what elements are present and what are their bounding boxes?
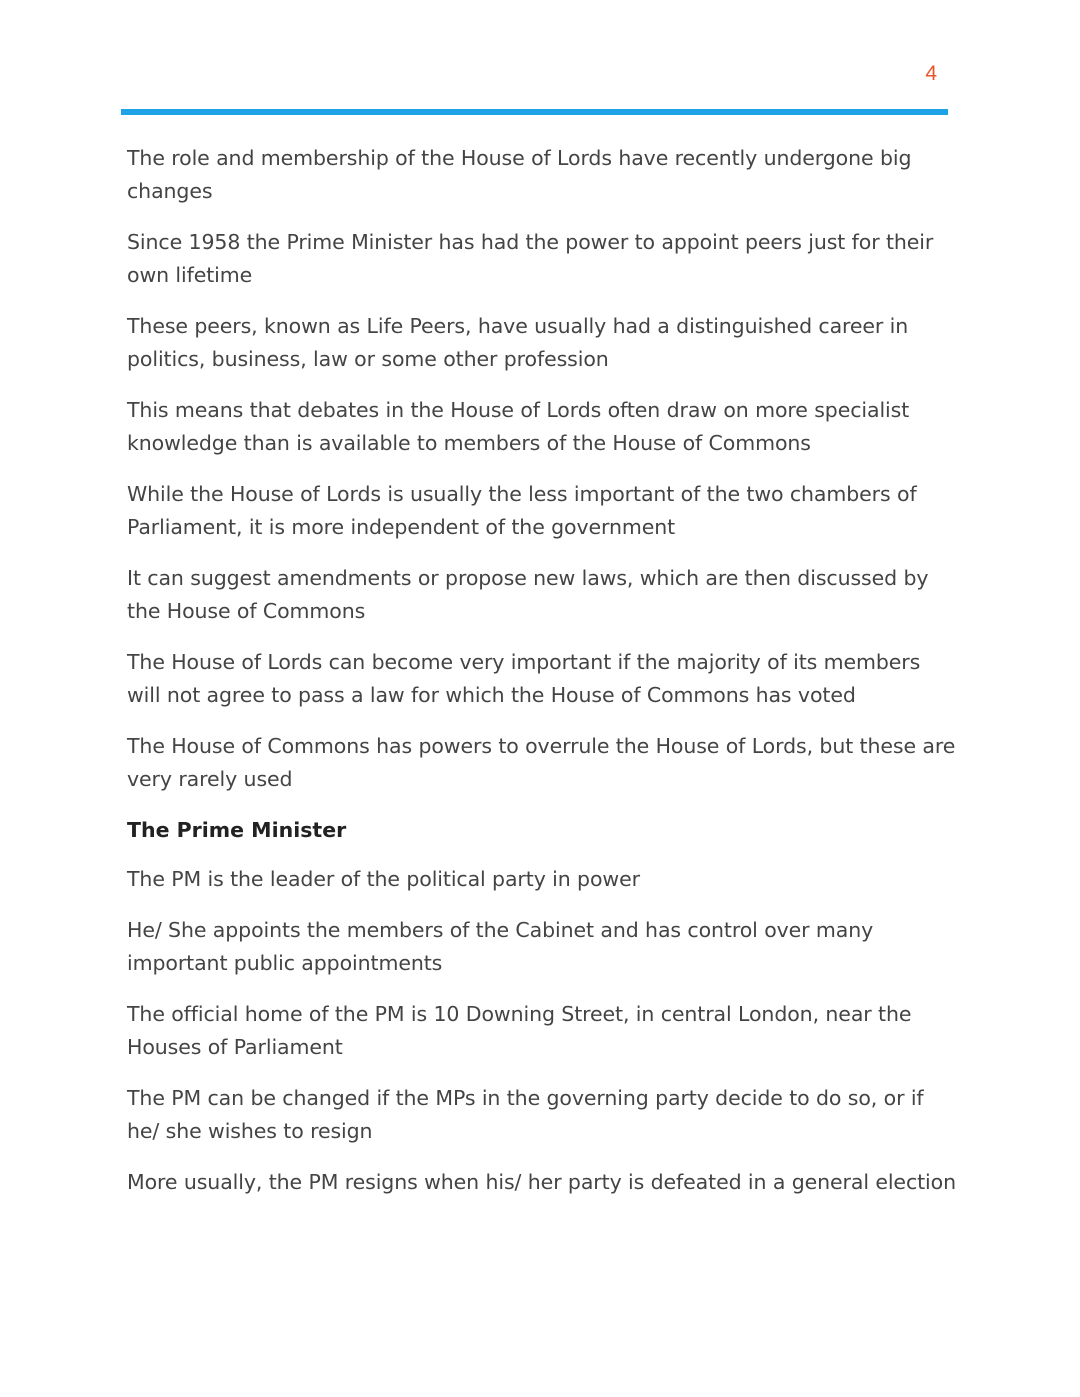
document-body bbox=[127, 142, 957, 1217]
paragraph: The PM can be changed if the MPs in the governing party decide to do so, or if he/ she wishes to resign bbox=[127, 1086, 924, 1143]
paragraph: This means that debates in the House of Lords often draw on more specialist knowledge than is available to members of the House of Commons bbox=[127, 398, 910, 455]
paragraph: Since 1958 the Prime Minister has had the power to appoint peers just for their own lifetime bbox=[127, 230, 934, 287]
paragraph: The official home of the PM is 10 Downing Street, in central London, near the Houses of Parliament bbox=[127, 1002, 912, 1059]
paragraph: He/ She appoints the members of the Cabinet and has control over many important public appointments bbox=[127, 918, 874, 975]
page-number: 4 bbox=[925, 62, 937, 85]
paragraph: More usually, the PM resigns when his/ her party is defeated in a general election bbox=[127, 1170, 956, 1194]
paragraph: While the House of Lords is usually the less important of the two chambers of Parliament, it is more independent of the government bbox=[127, 482, 917, 539]
paragraph: The House of Lords can become very important if the majority of its members will not agree to pass a law for which the House of Commons has voted bbox=[127, 650, 921, 707]
paragraph: The House of Commons has powers to overrule the House of Lords, but these are very rarely used bbox=[127, 734, 956, 791]
paragraph: The role and membership of the House of Lords have recently undergone big changes bbox=[127, 146, 912, 203]
section-heading: The Prime Minister bbox=[127, 818, 347, 842]
header-rule bbox=[121, 109, 948, 115]
paragraph: The PM is the leader of the political party in power bbox=[127, 867, 640, 891]
paragraph: These peers, known as Life Peers, have usually had a distinguished career in politics, business, law or some other profession bbox=[127, 314, 909, 371]
paragraph: It can suggest amendments or propose new laws, which are then discussed by the House of Commons bbox=[127, 566, 929, 623]
